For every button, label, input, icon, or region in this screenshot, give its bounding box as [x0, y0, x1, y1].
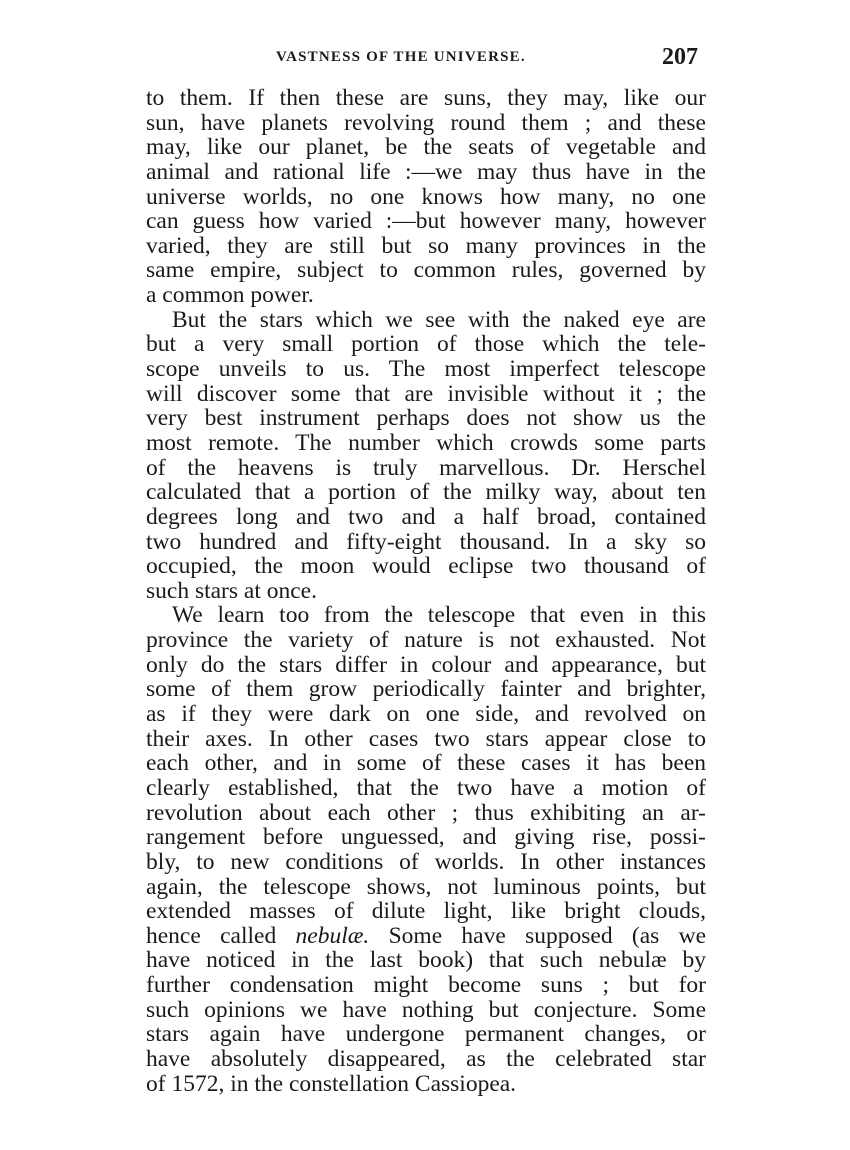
text-line: but a very small portion of those which the tele-	[146, 331, 706, 358]
text-line: their axes. In other cases two stars appear close to	[146, 725, 706, 752]
text-line: same empire, subject to common rules, governed by	[146, 257, 706, 284]
text-line: two hundred and fifty-eight thousand. In a sky so	[146, 528, 706, 555]
text-line: occupied, the moon would eclipse two thousand of	[146, 553, 706, 580]
text-line: scope unveils to us. The most imperfect telescope	[146, 356, 706, 383]
text-line: But the stars which we see with the naked eye are	[172, 306, 706, 333]
text-line: can guess how varied :—but however many, however	[146, 208, 706, 235]
text-line: further condensation might become suns ; but for	[146, 972, 706, 999]
text-line: of 1572, in the constellation Cassiopea.	[146, 1070, 517, 1097]
text-line: We learn too from the telescope that even in this	[172, 602, 706, 629]
text-line: as if they were dark on one side, and revolved on	[146, 701, 706, 728]
text-line: province the variety of nature is not exhausted. Not	[146, 627, 706, 654]
text-line: of the heavens is truly marvellous. Dr. Herschel	[146, 454, 706, 481]
text-line: to them. If then these are suns, they may, like our	[146, 85, 706, 111]
text-run: hence called	[146, 922, 296, 949]
text-line: animal and rational life :—we may thus have in the	[146, 158, 706, 185]
text-line: rangement before unguessed, and giving rise, possi-	[146, 824, 706, 851]
text-line: extended masses of dilute light, like bright clouds,	[146, 898, 706, 925]
text-line: stars again have undergone permanent changes, or	[146, 1021, 706, 1048]
running-head	[146, 44, 704, 74]
text-line: revolution about each other ; thus exhibiting an ar-	[146, 799, 706, 826]
text-line-mixed	[146, 924, 706, 949]
text-line: will discover some that are invisible without it ; the	[146, 380, 706, 407]
text-line: have absolutely disappeared, as the celebrated star	[146, 1045, 706, 1072]
text-line: degrees long and two and a half broad, contained	[146, 503, 706, 530]
text-line: universe worlds, no one knows how many, no one	[146, 183, 706, 210]
text-line: some of them grow periodically fainter and brighter,	[146, 676, 706, 703]
paragraph-2	[146, 308, 706, 604]
text-line: such opinions we have nothing but conjecture. Some	[146, 996, 706, 1023]
text-line: have noticed in the last book) that such nebulæ by	[146, 947, 706, 974]
paragraph-1	[146, 86, 706, 308]
text-line: most remote. The number which crowds some parts	[146, 429, 706, 456]
text-line: bly, to new conditions of worlds. In other instances	[146, 848, 706, 875]
paragraph-3	[146, 603, 706, 1096]
text-line: clearly established, that the two have a motion of	[146, 774, 706, 801]
text-line: very best instrument perhaps does not show us the	[146, 405, 706, 432]
body-text	[146, 86, 706, 1096]
italic-term: nebulæ.	[295, 922, 370, 949]
text-line: such stars at once.	[146, 577, 317, 604]
page-number: 207	[662, 44, 698, 70]
text-line: a common power.	[146, 282, 314, 309]
running-title: VASTNESS OF THE UNIVERSE.	[276, 49, 526, 65]
text-run: Some have supposed (as we	[369, 922, 706, 949]
text-line: calculated that a portion of the milky way, about ten	[146, 479, 706, 506]
text-line: sun, have planets revolving round them ; and these	[146, 109, 706, 136]
text-line: each other, and in some of these cases it has been	[146, 750, 706, 777]
text-line: may, like our planet, be the seats of vegetable and	[146, 134, 706, 161]
text-line: again, the telescope shows, not luminous points, but	[146, 873, 706, 900]
text-line: only do the stars differ in colour and appearance, but	[146, 651, 706, 678]
text-line: varied, they are still but so many provinces in the	[146, 232, 706, 259]
